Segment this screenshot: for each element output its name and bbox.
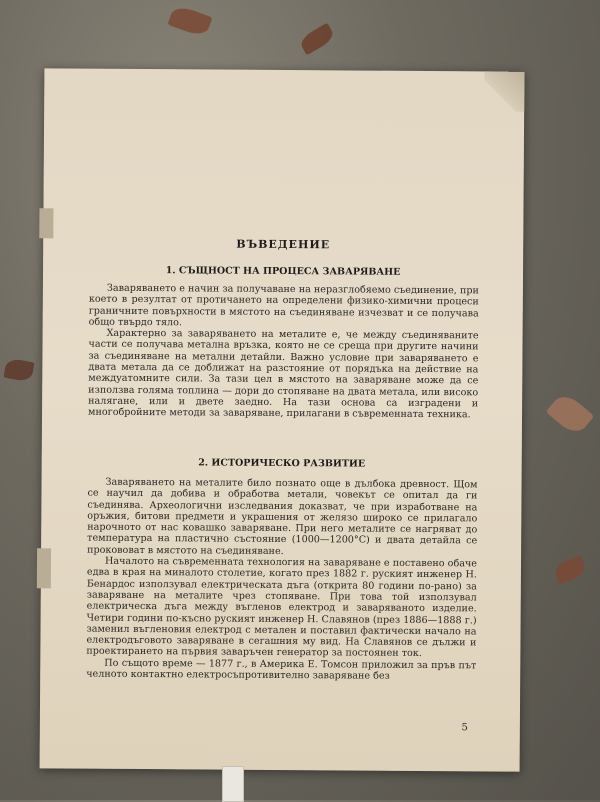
paper-tag: [222, 766, 244, 802]
section-heading-1: 1. СЪЩНОСТ НА ПРОЦЕСА ЗАВАРЯВАНЕ: [165, 265, 401, 278]
leaf-debris: [552, 555, 587, 584]
leaf-debris: [298, 23, 336, 56]
leaf-debris: [546, 390, 595, 437]
document-page: [40, 68, 525, 771]
torn-edge: [39, 208, 53, 238]
paragraph: Заваряването на металите било познато още в дълбока древност. Щом се научил да добива и обработва метали, човекът се опитал да ги съединява. Археологични изследвания доказват, че при изработване на оръжия, битови предмети и украшения от желязо широко се прилагало нарочното от нас ковашко заваряване. При него металите се нагряват до температура на пластично състояние (1000—1200°С) и двата детайла се прокововат в мястото на съединяване.: [87, 476, 478, 557]
leaf-debris: [167, 4, 212, 38]
leaf-debris: [3, 358, 34, 383]
section-1-body: [88, 283, 479, 421]
paragraph: Характерно за заваряването на металите е, че между съединяваните части се получава метална връзка, която не се среща при другите начини за съединяване на метални детайли. Важно условие при заваряването е двата метала да се доближат на разстояние от порядъка на действие на междуатомните сили. За тази цел в мястото на заваряване може да се използва голяма топлина — дори до стопяване на двата метала, или високо налягане, или и двете заедно. На тази основа са изградени и многобройните методи за заваряване, прилагани в съвременната техника.: [88, 327, 479, 421]
paragraph: По същото време — 1877 г., в Америка Е. Томсон приложил за пръв път челното контактно електросъпротивително заваряване без: [86, 657, 477, 682]
paragraph: Заваряването е начин за получаване на неразглобяемо съединение, при което в резултат от протичането на определени физико-химични процеси граничните повърхности в мястото на съединяване изчезват и се получава общо твърдо тяло.: [88, 282, 479, 329]
document-title: ВЪВЕДЕНИЕ: [236, 237, 331, 252]
torn-edge: [37, 548, 51, 588]
section-2-body: [86, 477, 477, 683]
section-heading-2: 2. ИСТОРИЧЕСКО РАЗВИТИЕ: [198, 457, 366, 470]
paragraph: Началото на съвременната технология на заваряване е поставено обаче едва в края на миналото столетие, когато през 1882 г. руският инженер Н. Бенардос използувал електрическата дъга (открита 80 години по-рано) за заваряване на металите чрез стопяване. При това той използувал електрическа дъга между въгленов електрод и заваряваното изделие. Четири години по-късно руският инженер Н. Славянов (през 1886—1888 г.) заменил въгленовия електрод с метален и поставил фактически начало на електродъговото заваряване в сегашния му вид. На Славянов се дължи и проектирането на първия заваръчен генератор за постоянен ток.: [86, 555, 478, 660]
page-number: 5: [461, 722, 468, 734]
